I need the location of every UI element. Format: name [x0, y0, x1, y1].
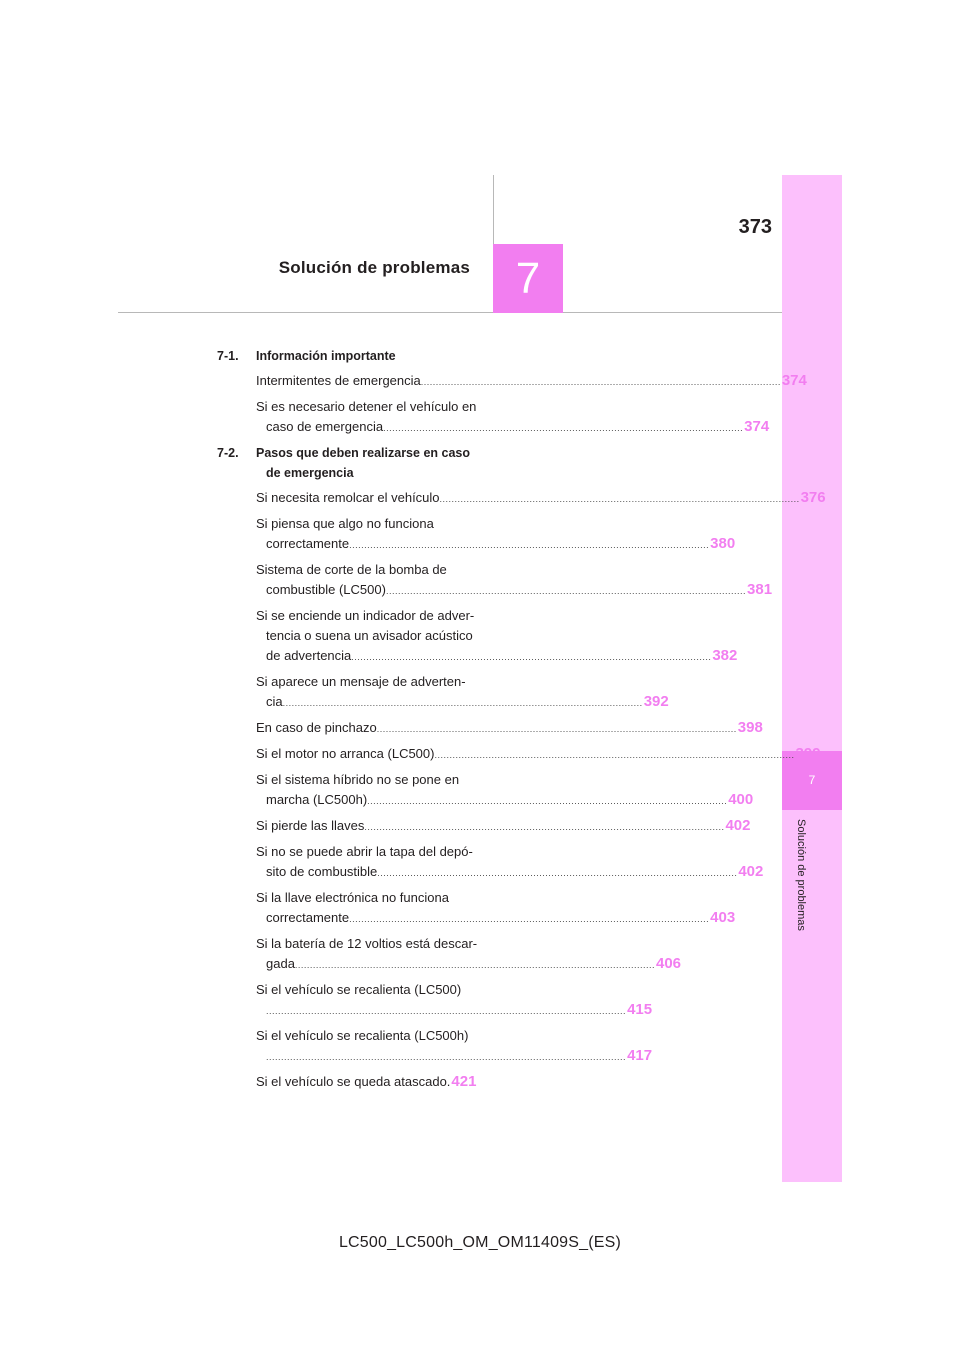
toc-entry[interactable]	[256, 397, 770, 438]
dot-leader: ........................................................................................................................	[282, 698, 643, 708]
dot-leader: ........................................................................................................................	[383, 423, 744, 433]
toc-entry[interactable]	[256, 1072, 477, 1093]
dot-leader: ........................................................................................................................	[420, 377, 781, 387]
toc-entry-text: Si el vehículo se recalienta (LC500h)	[256, 1028, 469, 1043]
toc-page-link[interactable]: 400	[728, 791, 754, 808]
toc-page-link[interactable]: 403	[710, 909, 736, 926]
toc-page-link[interactable]: 374	[744, 418, 770, 435]
dot-leader: ........................................................................................................................	[376, 724, 737, 734]
dot-leader: ........................................................................................................................	[349, 914, 710, 924]
toc-entry-text: gada	[266, 956, 295, 971]
toc-page-link[interactable]: 376	[800, 489, 826, 506]
side-tab-strip	[782, 175, 842, 1182]
toc-page-link[interactable]: 402	[738, 863, 764, 880]
toc-page-link[interactable]: 374	[781, 372, 807, 389]
toc-entry[interactable]	[256, 888, 736, 929]
toc-entry-last-line	[256, 534, 736, 555]
dot-leader: ........................................................................................................................	[351, 652, 712, 662]
header-vertical-rule	[493, 175, 494, 245]
toc-entry-last-line	[256, 417, 770, 438]
toc-page-link[interactable]: 406	[655, 955, 682, 972]
toc-entry-text: Si la llave electrónica no funciona	[256, 890, 449, 905]
toc-page-link[interactable]: 417	[627, 1047, 653, 1064]
section-title: Información importante	[256, 349, 396, 363]
toc-entry-last-line	[256, 488, 826, 509]
toc-entry-last-line	[256, 371, 807, 392]
toc-entry-last-line	[256, 954, 682, 975]
footer-code: LC500_LC500h_OM_OM11409S_(ES)	[338, 1234, 622, 1251]
toc-entry-text: cia	[266, 694, 283, 709]
toc-section-heading	[210, 346, 470, 366]
header-horizontal-rule	[118, 312, 782, 313]
toc-entry-last-line	[256, 816, 751, 837]
toc-entry-text: correctamente	[266, 910, 350, 925]
toc-entry-text: Si la batería de 12 voltios está descar-	[256, 936, 478, 951]
page-number: 373	[738, 216, 772, 238]
dot-leader: ........................................................................................................................	[364, 822, 725, 832]
toc-entry-last-line	[256, 1046, 653, 1067]
toc-entry-text: Si el vehículo se recalienta (LC500)	[256, 982, 462, 997]
toc-entry-text: Si es necesario detener el vehículo en	[256, 399, 477, 414]
toc-entry-text: Si piensa que algo no funciona	[256, 516, 434, 531]
toc-page-link[interactable]: 381	[747, 581, 773, 598]
toc-entry[interactable]	[256, 842, 764, 883]
dot-leader: ........................................................................................................................	[349, 540, 710, 550]
toc-entry-last-line	[256, 692, 669, 713]
toc-entry-last-line	[256, 1000, 653, 1021]
toc-entry-text: combustible (LC500)	[266, 582, 386, 597]
toc-entry-text: correctamente	[266, 536, 350, 551]
toc-entry-text: Si el vehículo se queda atascado.	[256, 1074, 451, 1089]
toc-entry-text: Si el motor no arranca (LC500)	[256, 746, 435, 761]
section-number: 7-2.	[217, 446, 239, 460]
toc-entry-text: Intermitentes de emergencia	[256, 373, 421, 388]
toc-entry[interactable]	[256, 606, 738, 667]
toc-entry-last-line	[256, 862, 764, 883]
dot-leader: ........................................................................................................................	[266, 1052, 627, 1062]
toc-entry[interactable]	[256, 560, 773, 601]
toc-entry[interactable]	[256, 672, 669, 713]
dot-leader: ........................................................................................................................	[377, 868, 738, 878]
dot-leader: ........................................................................................................................	[385, 586, 747, 596]
section-title: Pasos que deben realizarse en caso de emergencia	[256, 446, 470, 480]
toc-entry-text: de advertencia	[266, 648, 352, 663]
dot-leader: ........................................................................................................................	[434, 750, 795, 760]
section-number: 7-1.	[217, 349, 239, 363]
dot-leader: ........................................................................................................................	[367, 796, 728, 806]
toc-entry-text: sito de combustible	[266, 864, 378, 879]
toc-page-link[interactable]: 392	[643, 693, 669, 710]
toc-entry[interactable]	[256, 744, 821, 765]
toc-entry-text: tencia o suena un avisador acústico	[266, 628, 473, 643]
toc-entry-last-line	[256, 908, 736, 929]
toc-entry[interactable]	[256, 718, 763, 739]
toc-entry-text: Si pierde las llaves	[256, 818, 365, 833]
toc-entry[interactable]	[256, 488, 826, 509]
toc-entry[interactable]	[256, 514, 736, 555]
toc-entry-text: En caso de pinchazo	[256, 720, 377, 735]
side-tab-label: Solución de problemas	[795, 819, 807, 931]
toc-entry[interactable]	[256, 934, 682, 975]
toc-page-link[interactable]: 398	[737, 719, 763, 736]
toc-entry-text: Sistema de corte de la bomba de	[256, 562, 447, 577]
toc-entry-text: Si aparece un mensaje de adverten-	[256, 674, 466, 689]
toc-entry-text: Si se enciende un indicador de adver-	[256, 608, 475, 623]
toc-entry[interactable]	[256, 980, 653, 1021]
toc-entry-text: marcha (LC500h)	[266, 792, 368, 807]
toc-page-link[interactable]: 415	[627, 1001, 653, 1018]
toc-entry-last-line	[256, 580, 773, 601]
toc-entry[interactable]	[256, 770, 754, 811]
toc-entry-last-line	[256, 1072, 477, 1093]
dot-leader: ........................................................................................................................	[439, 494, 800, 504]
toc-entry-text: Si necesita remolcar el vehículo	[256, 490, 440, 505]
toc-page-link[interactable]: 399	[795, 745, 821, 762]
toc-page-link[interactable]: 421	[451, 1073, 477, 1090]
chapter-title: Solución de problemas	[278, 258, 470, 277]
toc-entry-last-line	[256, 790, 754, 811]
toc-section-heading	[210, 443, 470, 483]
dot-leader: ........................................................................................................................	[294, 960, 655, 970]
toc-entry-text: Si el sistema híbrido no se pone en	[256, 772, 460, 787]
toc-entry-last-line	[256, 646, 738, 667]
toc-entry[interactable]	[256, 1026, 653, 1067]
toc-entry-text: caso de emergencia	[266, 419, 384, 434]
toc-page-link[interactable]: 380	[710, 535, 736, 552]
toc-page-link[interactable]: 402	[725, 817, 751, 834]
toc-entry-last-line	[256, 718, 763, 739]
toc-entry-text: Si no se puede abrir la tapa del depó-	[256, 844, 473, 859]
toc-page-link[interactable]: 382	[712, 647, 738, 664]
toc-entry[interactable]	[256, 816, 751, 837]
toc-entry[interactable]	[256, 371, 807, 392]
toc-entry-last-line	[256, 744, 821, 765]
dot-leader: ........................................................................................................................	[266, 1006, 627, 1016]
chapter-number-box: 7	[493, 244, 563, 313]
side-tab-number: 7	[782, 751, 842, 810]
